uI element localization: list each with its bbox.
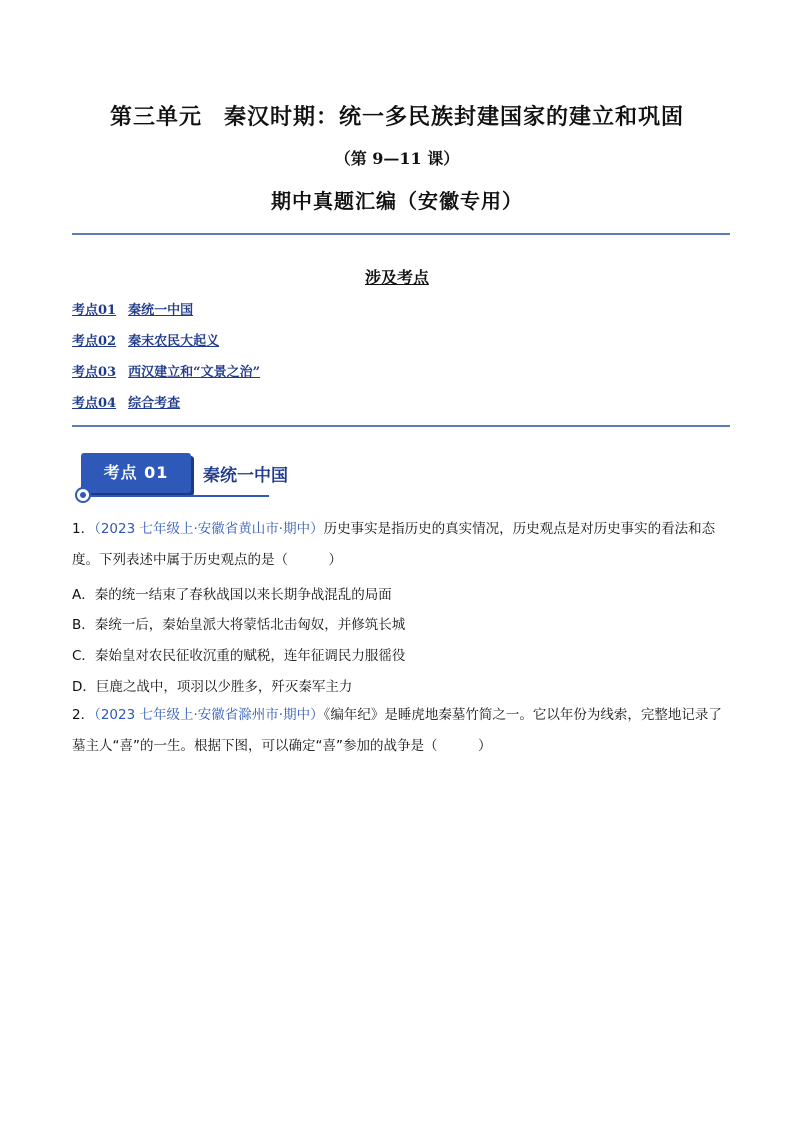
section-header — [75, 453, 375, 503]
lesson-range: （第 9—11 课） — [334, 149, 460, 168]
question-source: （2023 七年级上·安徽省黄山市·期中） — [94, 521, 324, 537]
section-underline — [89, 495, 269, 497]
unit-label: 第三单元 — [109, 105, 202, 130]
section-title: 秦统一中国 — [203, 466, 288, 486]
question-stem: 《编年纪》是睡虎地秦墓竹简之一。它以年份为线索，完整地记录了墓主人“喜”的一生。根据下图，可以确定“喜”参加的战争是（ ） — [72, 707, 722, 754]
target-icon — [75, 487, 91, 503]
keypoint-link-01[interactable]: 考点01 秦统一中国 — [72, 303, 194, 318]
keypoints-list — [72, 299, 260, 423]
question-number: 1． — [72, 521, 95, 537]
question-2 — [72, 700, 732, 762]
keypoint-link-03[interactable]: 考点03 西汉建立和“文景之治” — [72, 365, 261, 380]
keypoints-heading: 涉及考点 — [364, 268, 429, 287]
question-1 — [72, 514, 732, 576]
section-badge-label: 考点 01 — [103, 463, 169, 482]
unit-topic: 秦汉时期：统一多民族封建国家的建立和巩固 — [224, 105, 685, 130]
divider-bottom — [72, 425, 730, 427]
keypoint-link-02[interactable]: 考点02 秦末农民大起义 — [72, 334, 220, 349]
keypoint-link-04[interactable]: 考点04 综合考查 — [72, 396, 181, 411]
question-1-option-c: C．秦始皇对农民征收沉重的赋税，连年征调民力服徭役 — [72, 648, 406, 664]
question-stem: 历史事实是指历史的真实情况，历史观点是对历史事实的看法和态度。下列表述中属于历史观点的是（ ） — [72, 521, 716, 568]
question-1-option-b: B．秦统一后，秦始皇派大将蒙恬北击匈奴，并修筑长城 — [72, 617, 406, 633]
page-title — [0, 100, 794, 131]
collection-title: 期中真题汇编（安徽专用） — [271, 189, 523, 213]
question-source: （2023 七年级上·安徽省滁州市·期中） — [94, 707, 324, 723]
question-1-option-d: D．巨鹿之战中，项羽以少胜多，歼灭秦军主力 — [72, 679, 353, 695]
question-number: 2． — [72, 707, 95, 723]
question-1-option-a: A．秦的统一结束了春秋战国以来长期争战混乱的局面 — [72, 587, 392, 603]
section-badge — [81, 453, 191, 493]
divider-top — [72, 233, 730, 235]
